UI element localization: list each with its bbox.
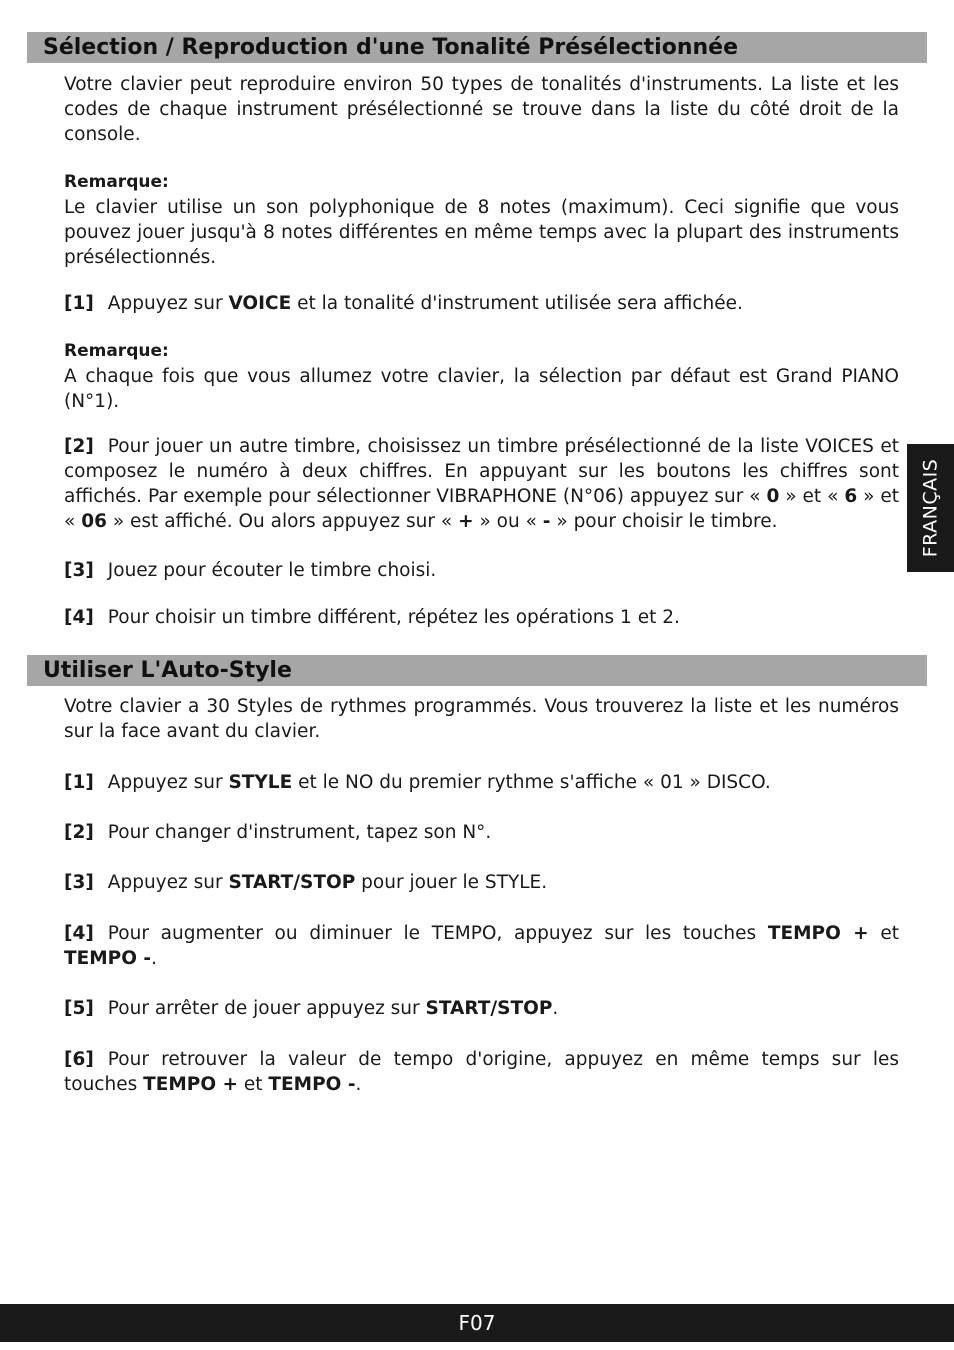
- step-text: » pour choisir le timbre.: [550, 511, 778, 532]
- step-3: [64, 558, 899, 583]
- step-text: .: [355, 1074, 362, 1095]
- step-text: Jouez pour écouter le timbre choisi.: [107, 560, 437, 581]
- step-number: [5]: [64, 998, 94, 1019]
- key-start-stop: START/STOP: [425, 998, 553, 1019]
- step-text: Appuyez sur: [107, 772, 229, 793]
- language-tab: [907, 444, 954, 572]
- step-number: [3]: [64, 872, 94, 893]
- key-tempo-plus: TEMPO +: [143, 1074, 239, 1095]
- step-text: Pour jouer un autre timbre, choisissez un timbre présélectionné de la liste VOICES et composez le numéro à deux chiffres. En appuyant sur les boutons les chiffres sont affichés. Par exemple pour sélectionner VIBRAPHONE (N°06) appuyez sur «: [64, 436, 899, 507]
- step-text: et: [238, 1074, 269, 1095]
- note-text: Le clavier utilise un son polyphonique de 8 notes (maximum). Ceci signifie que vous pouvez jouer jusqu'à 8 notes différentes en même temps avec la plupart des instruments présélectionnés.: [64, 197, 899, 268]
- page-footer: [0, 1304, 954, 1342]
- step-text: Pour augmenter ou diminuer le TEMPO, appuyez sur les touches: [107, 923, 768, 944]
- step-text: .: [552, 998, 559, 1019]
- key-style: STYLE: [228, 772, 293, 793]
- key-label: -: [542, 511, 551, 532]
- step-number: [3]: [64, 560, 94, 581]
- step-text: Pour changer d'instrument, tapez son N°.: [107, 822, 492, 843]
- language-tab-label: FRANÇAIS: [919, 458, 942, 558]
- step-text: .: [151, 948, 157, 969]
- step-number: [2]: [64, 436, 94, 457]
- step-2: [64, 434, 899, 534]
- note-text: A chaque fois que vous allumez votre clavier, la sélection par défaut est Grand PIANO (N°1).: [64, 366, 899, 412]
- step-number: [2]: [64, 822, 94, 843]
- section-header-auto-style: [27, 655, 927, 686]
- note-block: [64, 339, 899, 414]
- step-6: [64, 1047, 899, 1097]
- step-text: Appuyez sur: [107, 872, 229, 893]
- step-number: [4]: [64, 923, 94, 944]
- step-number: [1]: [64, 293, 94, 314]
- step-text: pour jouer le STYLE.: [355, 872, 548, 893]
- step-4: [64, 605, 899, 630]
- key-label: 6: [844, 486, 858, 507]
- section-title: Sélection / Reproduction d'une Tonalité Présélectionnée: [43, 35, 738, 60]
- step-5: [64, 996, 899, 1021]
- key-tempo-minus: TEMPO -: [64, 948, 152, 969]
- step-3: [64, 870, 899, 895]
- key-tempo-plus: TEMPO +: [767, 923, 869, 944]
- section-title: Utiliser L'Auto-Style: [43, 658, 292, 683]
- note-title: Remarque:: [64, 341, 169, 361]
- step-number: [6]: [64, 1049, 94, 1070]
- step-text: Pour arrêter de jouer appuyez sur: [107, 998, 426, 1019]
- key-start-stop: START/STOP: [228, 872, 356, 893]
- note-block: [64, 170, 899, 270]
- key-tempo-minus: TEMPO -: [268, 1074, 356, 1095]
- step-text: Pour choisir un timbre différent, répétez les opérations 1 et 2.: [107, 607, 680, 628]
- step-2: [64, 820, 899, 845]
- step-text: Pour retrouver la valeur de tempo d'origine, appuyez en même temps sur les touches: [64, 1049, 899, 1095]
- note-title: Remarque:: [64, 172, 169, 192]
- step-text: » et «: [779, 486, 845, 507]
- step-text: Appuyez sur: [107, 293, 229, 314]
- step-text: et: [868, 923, 899, 944]
- section-header-voice-selection: [27, 32, 927, 63]
- page-number: F07: [458, 1311, 496, 1335]
- step-number: [1]: [64, 772, 94, 793]
- intro-paragraph: Votre clavier peut reproduire environ 50 types de tonalités d'instruments. La liste et les codes de chaque instrument présélectionné se trouve dans la liste du côté droit de la console.: [64, 74, 899, 145]
- step-text: » et «: [64, 486, 899, 532]
- key-label: 0: [766, 486, 780, 507]
- step-4: [64, 921, 899, 971]
- step-number: [4]: [64, 607, 94, 628]
- step-1: [64, 770, 899, 795]
- key-label: +: [458, 511, 474, 532]
- step-text: et la tonalité d'instrument utilisée sera affichée.: [291, 293, 743, 314]
- intro-paragraph: Votre clavier a 30 Styles de rythmes programmés. Vous trouverez la liste et les numéros sur la face avant du clavier.: [64, 696, 899, 742]
- key-label: 06: [81, 511, 107, 532]
- step-text: » ou «: [473, 511, 543, 532]
- step-1: [64, 291, 899, 316]
- step-text: » est affiché. Ou alors appuyez sur «: [106, 511, 459, 532]
- key-voice: VOICE: [228, 293, 292, 314]
- step-text: et le NO du premier rythme s'affiche « 01 » DISCO.: [292, 772, 771, 793]
